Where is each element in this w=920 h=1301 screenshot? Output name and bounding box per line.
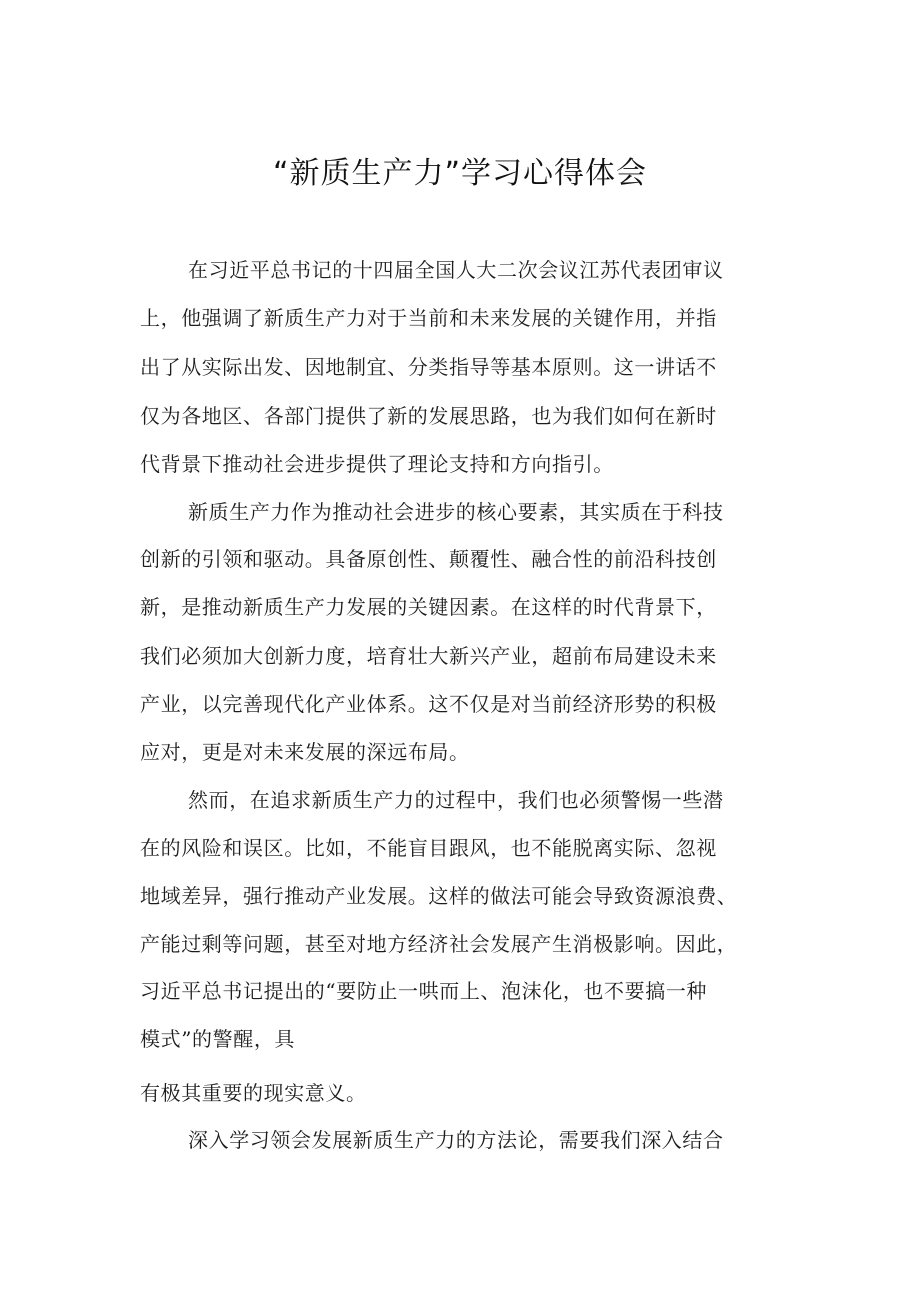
- document-title: “新质生产力”学习心得体会: [272, 156, 648, 191]
- paragraph-1-line-2: 上，他强调了新质生产力对于当前和未来发展的关键作用，并指: [140, 306, 717, 330]
- paragraph-4-line-1: 深入学习领会发展新质生产力的方法论，需要我们深入结合: [188, 1128, 724, 1152]
- paragraph-3-line-1: 然而，在追求新质生产力的过程中，我们也必须警惕一些潜: [188, 788, 724, 812]
- paragraph-2-line-5: 产业，以完善现代化产业体系。这不仅是对当前经济形势的积极: [140, 692, 717, 716]
- paragraph-1-line-3: 出了从实际出发、因地制宜、分类指导等基本原则。这一讲话不: [140, 355, 717, 379]
- paragraph-2-line-6: 应对，更是对未来发展的深远布局。: [140, 740, 470, 764]
- paragraph-2-line-2: 创新的引领和驱动。具备原创性、颠覆性、融合性的前沿科技创: [140, 547, 717, 571]
- paragraph-3-line-5: 习近平总书记提出的“要防止一哄而上、泡沫化，也不要搞一种: [140, 979, 708, 1003]
- paragraph-1-line-5: 代背景下推动社会进步提供了理论支持和方向指引。: [140, 452, 614, 476]
- paragraph-3-line-7: 有极其重要的现实意义。: [140, 1081, 367, 1105]
- paragraph-3-line-2: 在的风险和误区。比如，不能盲目跟风，也不能脱离实际、忽视: [140, 836, 717, 860]
- paragraph-3-line-3: 地域差异，强行推动产业发展。这样的做法可能会导致资源浪费、: [140, 884, 738, 908]
- paragraph-2-line-4: 我们必须加大创新力度，培育壮大新兴产业，超前布局建设未来: [140, 644, 717, 668]
- paragraph-1-line-1: 在习近平总书记的十四届全国人大二次会议江苏代表团审议: [188, 258, 724, 282]
- paragraph-1-line-4: 仅为各地区、各部门提供了新的发展思路，也为我们如何在新时: [140, 404, 717, 428]
- paragraph-2-line-3: 新，是推动新质生产力发展的关键因素。在这样的时代背景下，: [140, 595, 717, 619]
- paragraph-2-line-1: 新质生产力作为推动社会进步的核心要素，其实质在于科技: [188, 500, 724, 524]
- paragraph-3-line-6: 模式”的警醒，具: [140, 1027, 296, 1051]
- paragraph-3-line-4: 产能过剩等问题，甚至对地方经济社会发展产生消极影响。因此，: [140, 932, 738, 956]
